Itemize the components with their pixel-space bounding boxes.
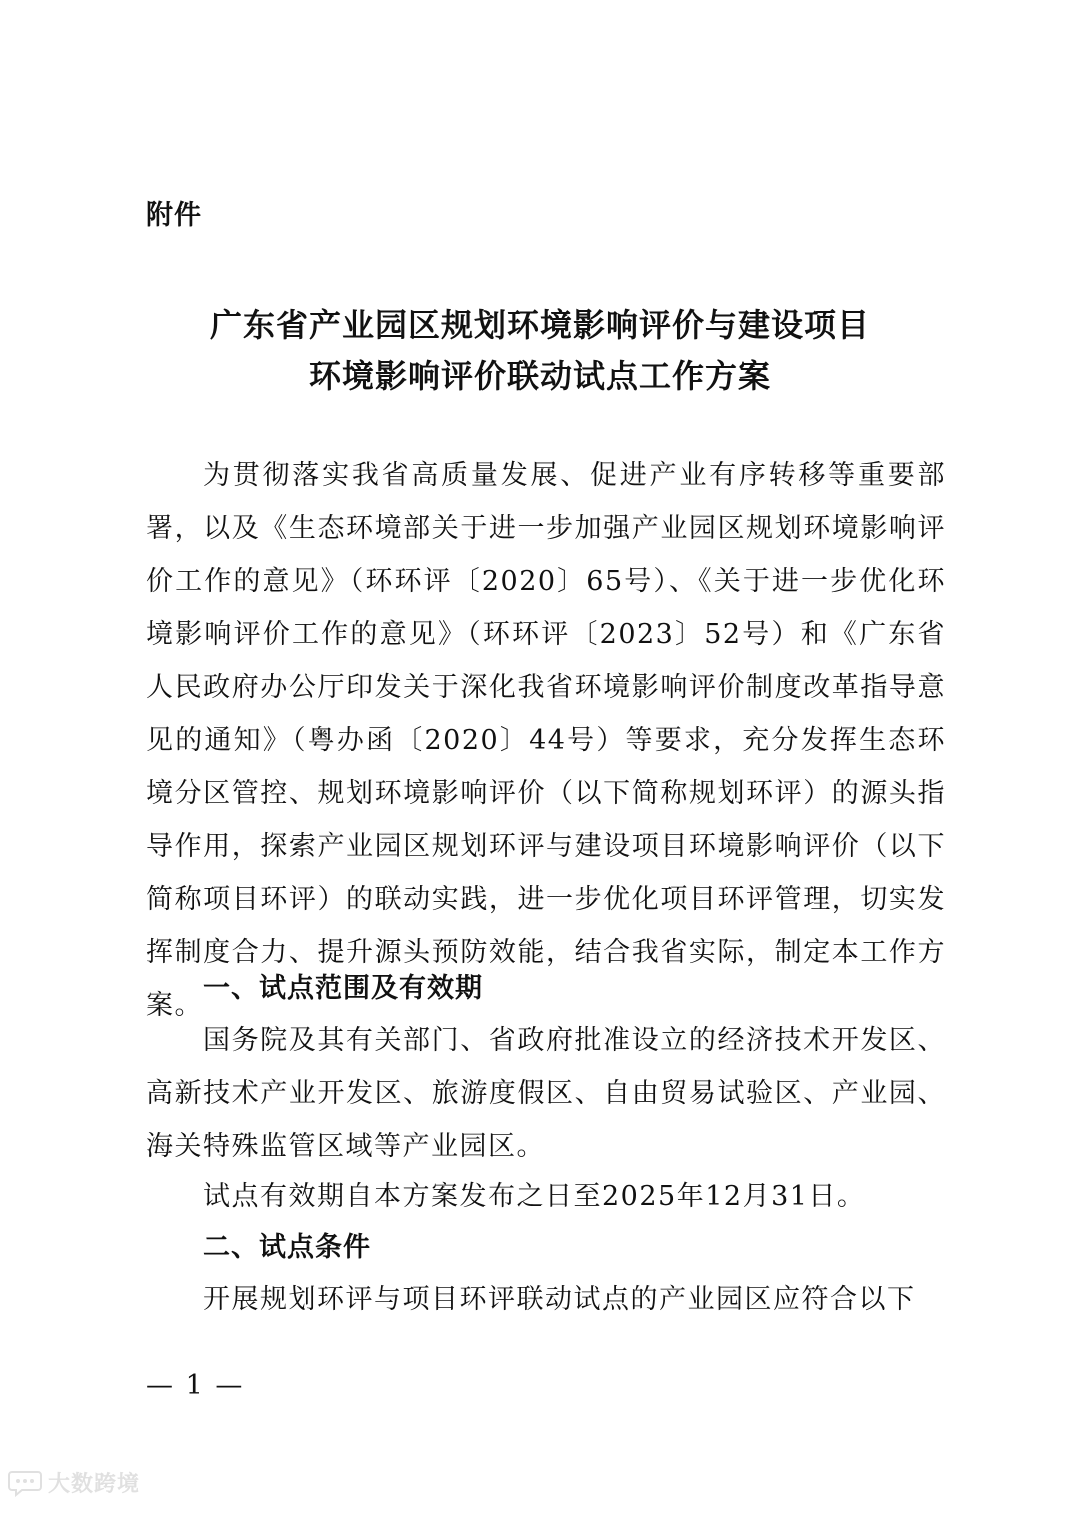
section-1-heading: 一、试点范围及有效期 (203, 973, 483, 1004)
chat-bubble-logo-icon (8, 1469, 42, 1497)
section-1-paragraph-2-text: 试点有效期自本方案发布之日至2025年12月31日。 (203, 1181, 866, 1212)
attachment-label: 附件 (146, 200, 202, 231)
section-2-paragraph-1-text: 开展规划环评与项目环评联动试点的产业园区应符合以下 (203, 1284, 916, 1315)
watermark (8, 1467, 140, 1498)
section-2-paragraph-1 (146, 1273, 946, 1326)
document-title-line-2: 环境影响评价联动试点工作方案 (308, 357, 771, 395)
section-1-paragraph-1-text: 国务院及其有关部门、省政府批准设立的经济技术开发区、高新技术产业开发区、旅游度假区、自由贸易试验区、产业园、海关特殊监管区域等产业园区。 (146, 1025, 946, 1162)
section-2-heading: 二、试点条件 (203, 1232, 371, 1263)
document-title-line-1: 广东省产业园区规划环境影响评价与建设项目 (209, 306, 870, 344)
intro-paragraph-text: 为贯彻落实我省高质量发展、促进产业有序转移等重要部署，以及《生态环境部关于进一步加强产业园区规划环境影响评价工作的意见》（环环评〔2020〕65号）、《关于进一步优化环境影响评价工作的意见》（环环评〔2023〕52号）和《广东省人民政府办公厅印发关于深化我省环境影响评价制度改革指导意见的通知》（粤办函〔2020〕44号）等要求，充分发挥生态环境分区管控、规划环境影响评价（以下简称规划环评）的源头指导作用，探索产业园区规划环评与建设项目环境影响评价（以下简称项目环评）的联动实践，进一步优化项目环评管理，切实发挥制度合力、提升源头预防效能，结合我省实际，制定本工作方案。 (146, 460, 946, 1021)
section-1-paragraph-1 (146, 1014, 946, 1173)
intro-paragraph (146, 449, 946, 1032)
section-1-paragraph-2 (146, 1170, 946, 1223)
watermark-text: 大数跨境 (48, 1472, 141, 1497)
page-number: — 1 — (146, 1370, 245, 1401)
